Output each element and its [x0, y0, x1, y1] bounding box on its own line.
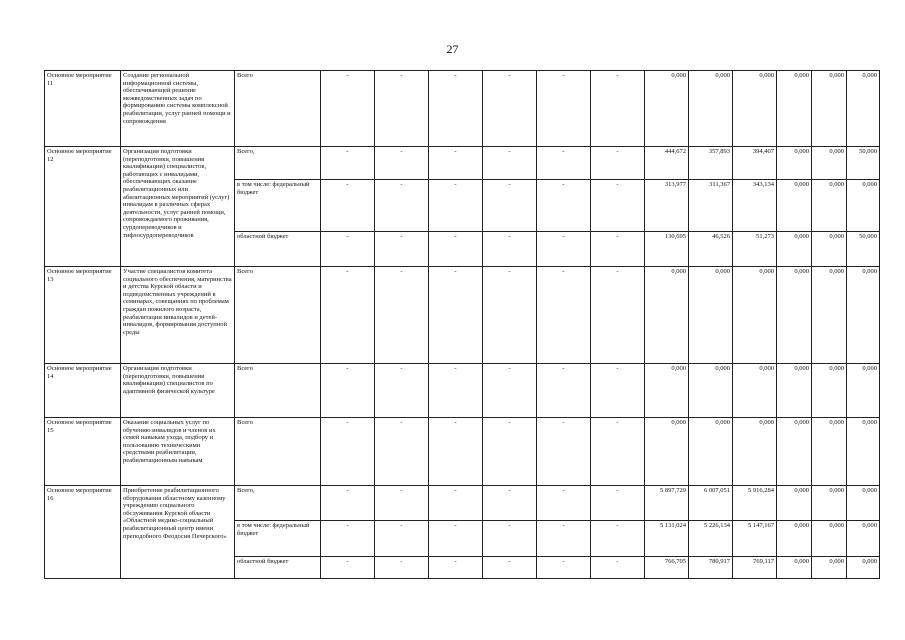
empty-year-cell: - [429, 232, 483, 267]
empty-year-cell: - [483, 71, 537, 147]
funding-source: областной бюджет [235, 232, 321, 267]
funding-source: Всего [235, 418, 321, 486]
amount-cell: 46,526 [689, 232, 733, 267]
empty-year-cell: - [591, 521, 645, 557]
event-label: Основное мероприятие 15 [45, 418, 121, 486]
empty-year-cell: - [483, 364, 537, 418]
amount-cell: 0,000 [812, 71, 847, 147]
amount-cell: 0,000 [812, 418, 847, 486]
empty-year-cell: - [375, 267, 429, 364]
empty-year-cell: - [537, 180, 591, 232]
event-label: Основное мероприятие 14 [45, 364, 121, 418]
empty-year-cell: - [591, 418, 645, 486]
empty-year-cell: - [591, 486, 645, 521]
empty-year-cell: - [429, 521, 483, 557]
empty-year-cell: - [483, 418, 537, 486]
empty-year-cell: - [537, 486, 591, 521]
empty-year-cell: - [375, 232, 429, 267]
amount-cell: 0,000 [777, 486, 812, 521]
amount-cell: 0,000 [689, 364, 733, 418]
amount-cell: 0,000 [733, 267, 777, 364]
empty-year-cell: - [537, 557, 591, 579]
empty-year-cell: - [321, 418, 375, 486]
amount-cell: 0,000 [645, 364, 689, 418]
empty-year-cell: - [591, 364, 645, 418]
amount-cell: 0,000 [847, 267, 880, 364]
funding-source: в том числе: федеральный бюджет [235, 521, 321, 557]
amount-cell: 0,000 [733, 71, 777, 147]
amount-cell: 0,000 [777, 418, 812, 486]
amount-cell: 311,367 [689, 180, 733, 232]
funding-source: Всего [235, 71, 321, 147]
amount-cell: 0,000 [812, 267, 847, 364]
amount-cell: 0,000 [812, 486, 847, 521]
table-row [45, 267, 880, 364]
amount-cell: 0,000 [812, 364, 847, 418]
amount-cell: 5 916,284 [733, 486, 777, 521]
empty-year-cell: - [375, 180, 429, 232]
amount-cell: 5 131,024 [645, 521, 689, 557]
empty-year-cell: - [537, 418, 591, 486]
amount-cell: 0,000 [847, 521, 880, 557]
amount-cell: 5 226,134 [689, 521, 733, 557]
amount-cell: 0,000 [777, 267, 812, 364]
empty-year-cell: - [429, 147, 483, 180]
empty-year-cell: - [591, 71, 645, 147]
empty-year-cell: - [483, 180, 537, 232]
event-label: Основное мероприятие 16 [45, 486, 121, 579]
event-description: Участие специалистов комитета социального обеспечения, материнства и детства Курской области и подведомственных учреждений в семинарах, совещаниях по проблемам граждан пожилого возраста, реабилитации инвалидов и детей-инвалидов, формирования доступной среды [121, 267, 235, 364]
amount-cell: 0,000 [812, 232, 847, 267]
amount-cell: 343,134 [733, 180, 777, 232]
empty-year-cell: - [537, 364, 591, 418]
funding-source: Всего, [235, 486, 321, 521]
amount-cell: 0,000 [645, 418, 689, 486]
event-description: Приобретение реабилитационного оборудования областному казенному учреждению социального обслуживания Курской области «Областной медико-социальный реабилитационный центр имени преподобного Феодосия Печерского» [121, 486, 235, 579]
amount-cell: 313,977 [645, 180, 689, 232]
table-row [45, 71, 880, 147]
amount-cell: 6 007,051 [689, 486, 733, 521]
funding-source: в том числе: федеральный бюджет [235, 180, 321, 232]
empty-year-cell: - [537, 267, 591, 364]
amount-cell: 5 897,729 [645, 486, 689, 521]
event-description: Оказание социальных услуг по обучению инвалидов и членов их семей навыкам ухода, подбору и пользованию техническими средствами реабилитации, реабилитационным навыкам [121, 418, 235, 486]
amount-cell: 0,000 [812, 180, 847, 232]
empty-year-cell: - [375, 557, 429, 579]
amount-cell: 0,000 [812, 521, 847, 557]
empty-year-cell: - [321, 557, 375, 579]
empty-year-cell: - [483, 267, 537, 364]
amount-cell: 0,000 [645, 267, 689, 364]
empty-year-cell: - [321, 267, 375, 364]
amount-cell: 766,705 [645, 557, 689, 579]
amount-cell: 394,407 [733, 147, 777, 180]
empty-year-cell: - [483, 521, 537, 557]
empty-year-cell: - [537, 71, 591, 147]
empty-year-cell: - [591, 147, 645, 180]
amount-cell: 0,000 [847, 557, 880, 579]
empty-year-cell: - [321, 71, 375, 147]
amount-cell: 50,000 [847, 147, 880, 180]
empty-year-cell: - [483, 557, 537, 579]
amount-cell: 0,000 [777, 232, 812, 267]
funding-source: областной бюджет [235, 557, 321, 579]
amount-cell: 444,672 [645, 147, 689, 180]
event-label: Основное мероприятие 12 [45, 147, 121, 267]
empty-year-cell: - [483, 232, 537, 267]
empty-year-cell: - [591, 267, 645, 364]
empty-year-cell: - [591, 557, 645, 579]
table-row [45, 147, 880, 180]
empty-year-cell: - [537, 232, 591, 267]
empty-year-cell: - [375, 521, 429, 557]
amount-cell: 0,000 [777, 521, 812, 557]
empty-year-cell: - [375, 147, 429, 180]
amount-cell: 769,117 [733, 557, 777, 579]
amount-cell: 0,000 [847, 364, 880, 418]
empty-year-cell: - [537, 147, 591, 180]
event-description: Создание региональной информационной системы, обеспечивающей решение межведомственных задач по формированию системы комплексной реабилитации, услуг ранней помощи и сопровождения [121, 71, 235, 147]
amount-cell: 0,000 [689, 418, 733, 486]
table-row [45, 486, 880, 521]
amount-cell: 0,000 [777, 71, 812, 147]
amount-cell: 357,893 [689, 147, 733, 180]
empty-year-cell: - [375, 486, 429, 521]
budget-table [44, 70, 880, 579]
amount-cell: 0,000 [733, 418, 777, 486]
amount-cell: 0,000 [645, 71, 689, 147]
amount-cell: 0,000 [777, 147, 812, 180]
empty-year-cell: - [321, 364, 375, 418]
table-row [45, 418, 880, 486]
amount-cell: 50,000 [847, 232, 880, 267]
amount-cell: 0,000 [733, 364, 777, 418]
empty-year-cell: - [537, 521, 591, 557]
empty-year-cell: - [483, 486, 537, 521]
event-label: Основное мероприятие 13 [45, 267, 121, 364]
empty-year-cell: - [429, 71, 483, 147]
budget-table-body [45, 71, 880, 579]
empty-year-cell: - [429, 267, 483, 364]
event-description: Организация подготовки (переподготовки, повышения квалификации) специалистов по адаптивной физической культуре [121, 364, 235, 418]
funding-source: Всего, [235, 147, 321, 180]
amount-cell: 130,695 [645, 232, 689, 267]
amount-cell: 0,000 [689, 71, 733, 147]
amount-cell: 0,000 [847, 486, 880, 521]
empty-year-cell: - [321, 232, 375, 267]
funding-source: Всего [235, 364, 321, 418]
amount-cell: 0,000 [812, 147, 847, 180]
event-label: Основное мероприятие 11 [45, 71, 121, 147]
amount-cell: 780,917 [689, 557, 733, 579]
empty-year-cell: - [375, 71, 429, 147]
empty-year-cell: - [429, 180, 483, 232]
amount-cell: 0,000 [777, 180, 812, 232]
empty-year-cell: - [321, 486, 375, 521]
amount-cell: 5 147,167 [733, 521, 777, 557]
empty-year-cell: - [321, 180, 375, 232]
empty-year-cell: - [429, 557, 483, 579]
page-number: 27 [446, 42, 459, 56]
empty-year-cell: - [321, 147, 375, 180]
empty-year-cell: - [321, 521, 375, 557]
event-description: Организация подготовки (переподготовки, повышения квалификации) специалистов, работающих с инвалидами, обеспечивающих оказание реабилитационных или абилитационных мероприятий (услуг) инвалидам в различных сферах деятельности, услуг ранней помощи, сопровождаемого проживания, сурдопереводчиков и тифлосурдопереводчиков [121, 147, 235, 267]
amount-cell: 0,000 [812, 557, 847, 579]
empty-year-cell: - [429, 486, 483, 521]
funding-source: Всего [235, 267, 321, 364]
table-row [45, 364, 880, 418]
amount-cell: 0,000 [847, 418, 880, 486]
amount-cell: 0,000 [847, 180, 880, 232]
amount-cell: 0,000 [777, 557, 812, 579]
amount-cell: 0,000 [689, 267, 733, 364]
empty-year-cell: - [591, 180, 645, 232]
empty-year-cell: - [375, 418, 429, 486]
amount-cell: 0,000 [777, 364, 812, 418]
empty-year-cell: - [429, 418, 483, 486]
empty-year-cell: - [429, 364, 483, 418]
amount-cell: 0,000 [847, 71, 880, 147]
empty-year-cell: - [591, 232, 645, 267]
empty-year-cell: - [483, 147, 537, 180]
amount-cell: 51,273 [733, 232, 777, 267]
empty-year-cell: - [375, 364, 429, 418]
